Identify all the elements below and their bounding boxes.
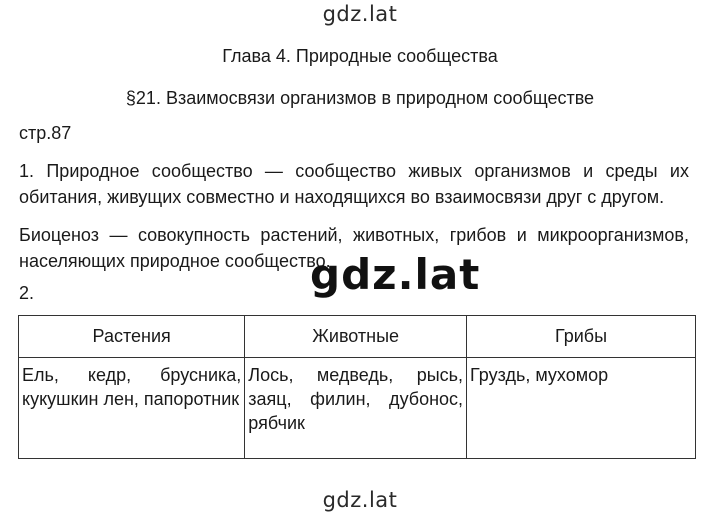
watermark-top: gdz.lat	[322, 2, 398, 26]
header-fungi: Грибы	[467, 316, 696, 358]
answer-1-definition: 1. Природное сообщество — сообщество живых организмов и среды их обитания, живущих совместно и находящихся во взаимосвязи друг с другом.	[19, 161, 689, 207]
cell-animals: Лось, медведь, рысь, заяц, филин, дубонос, рябчик	[245, 358, 467, 459]
watermark-center: gdz.lat	[310, 250, 481, 299]
table-row	[19, 358, 696, 459]
watermark-bottom: gdz.lat	[322, 488, 398, 512]
section-title: §21. Взаимосвязи организмов в природном сообществе	[125, 88, 595, 108]
page-reference: стр.87	[19, 123, 72, 143]
cell-fungi: Груздь, мухомор	[467, 358, 696, 459]
answer-2-label: 2.	[19, 283, 35, 303]
table-header-row	[19, 316, 696, 358]
header-animals: Животные	[245, 316, 467, 358]
organisms-table	[18, 315, 696, 459]
chapter-title: Глава 4. Природные сообщества	[222, 46, 498, 66]
cell-plants: Ель, кедр, брусника, кукушкин лен, папоротник	[19, 358, 245, 459]
biocenosis-definition: Биоценоз — совокупность растений, животных, грибов и микроорганизмов, населяющих природное сообщество.	[19, 225, 689, 271]
header-plants: Растения	[19, 316, 245, 358]
